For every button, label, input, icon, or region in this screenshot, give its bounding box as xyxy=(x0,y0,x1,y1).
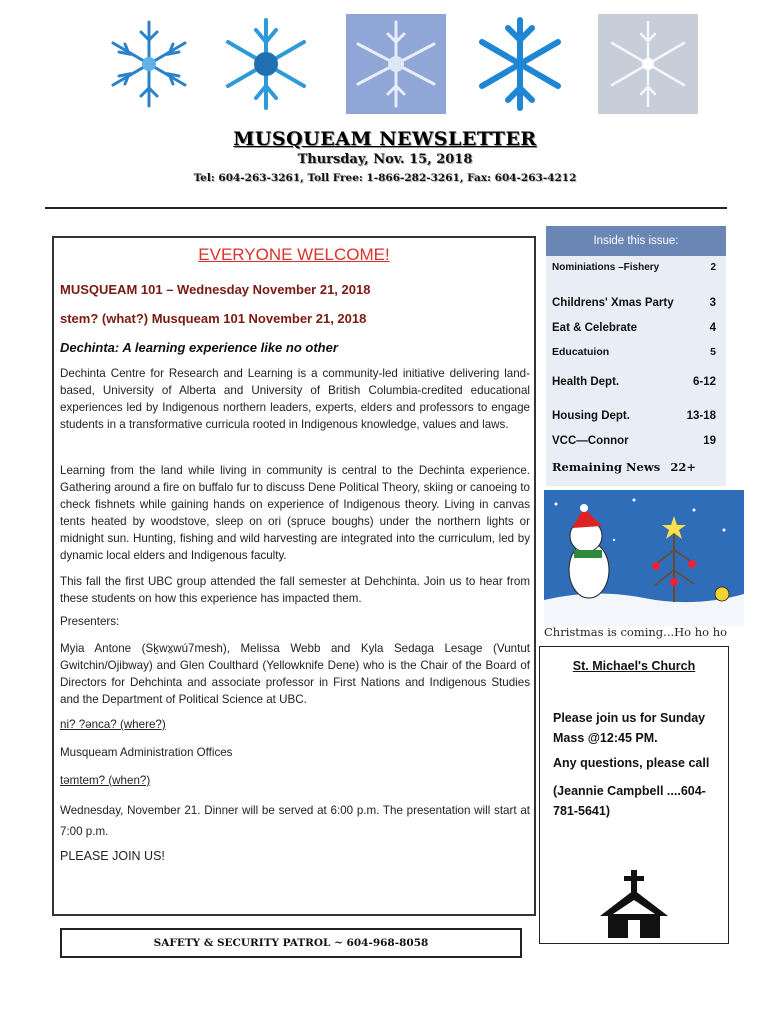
snowflake-icon xyxy=(470,14,570,114)
snowflake-icon xyxy=(216,14,316,114)
closing-text: PLEASE JOIN US! xyxy=(60,849,165,863)
contact-line: Tel: 604-263-3261, Toll Free: 1-866-282-3261, Fax: 604-263-4212 xyxy=(193,172,577,184)
presenters-text: Myia Antone (Sḵwx̱wú7mesh), Melissa Webb and Kyla Sedaga Lesage (Vuntut Gwitchin/Ojibway) and Glen Coulthard (Yellowknife Dene) who is the Chair of the Board of Directors for Dehchinta and associate professor in First Nations and Indigenous Studies and the Department of Political Science at UBC. xyxy=(60,642,530,706)
article-subhead: stem? (what?) Musqueam 101 November 21, 2018 xyxy=(60,311,367,326)
toc-item: Health Dept. 6-12 xyxy=(552,376,716,388)
article-paragraph: Dechinta Centre for Research and Learning is a community-led initiative delivering land-based, University of Alberta and University of British Columbia-credited educational experiences led by Indigenous northern leaders, experts, elders and professors to engage students in a transformative curricula rooted in Indigenous knowledge, values and laws. xyxy=(60,367,530,431)
toc-item: Childrens' Xmas Party 3 xyxy=(552,297,716,309)
toc-item: Housing Dept. 13-18 xyxy=(552,410,716,422)
church-icon xyxy=(598,870,670,940)
toc-heading: Inside this issue: xyxy=(546,226,726,256)
newsletter-title: MUSQUEAM NEWSLETTER xyxy=(233,128,537,150)
church-contact: (Jeannie Campbell ....604-781-5641) xyxy=(553,784,706,818)
article-paragraph: This fall the first UBC group attended the fall semester at Dehchinta. Join us to hear from these students on how this experience has impacted them. xyxy=(60,575,530,605)
header-divider xyxy=(45,207,727,209)
safety-patrol-box: SAFETY & SECURITY PATROL ~ 604-968-8058 xyxy=(60,928,522,958)
where-text: Musqueam Administration Offices xyxy=(60,746,233,759)
toc-item: VCC—Connor 19 xyxy=(552,435,716,447)
toc-item: Eat & Celebrate 4 xyxy=(552,322,716,334)
article-subhead: Dechinta: A learning experience like no other xyxy=(60,340,338,355)
article-paragraph: Learning from the land while living in community is central to the Dechinta experience. Gathering around a fire on buffalo fur to discuss Dene Political Theory, skiing or canoeing to check fishnets while gaining hands on experience of Indigenous theory. Living in canvas tents heated by woodstove, sleep on ori (spruce boughs) under the northern lights or midnight sun. Hunting, fishing and wild harvesting are integrated into the curriculum, led by dynamic local elders and Indigenous faculty. xyxy=(60,464,530,562)
issue-date: Thursday, Nov. 15, 2018 xyxy=(297,152,473,167)
snowflake-icon xyxy=(94,14,204,114)
toc-item: Nominiations –Fishery 2 xyxy=(552,262,716,273)
toc-panel xyxy=(546,256,726,486)
christmas-caption: Christmas is coming...Ho ho ho xyxy=(544,625,728,639)
snowflake-icon xyxy=(586,14,710,114)
when-text: Wednesday, November 21. Dinner will be served at 6:00 p.m. The presentation will start at 7:00 p.m. xyxy=(60,804,530,838)
toc-item: Educatuion 5 xyxy=(552,346,716,358)
when-label: təmtem? (when?) xyxy=(60,774,151,787)
church-title: St. Michael's Church xyxy=(572,659,696,673)
article-headline: EVERYONE WELCOME! xyxy=(198,245,390,264)
toc-item: Remaining News 22+ xyxy=(552,460,696,474)
snowflake-icon xyxy=(334,14,458,114)
church-questions: Any questions, please call xyxy=(553,756,710,770)
presenters-label: Presenters: xyxy=(60,615,120,628)
church-mass-time: Please join us for Sunday Mass @12:45 PM. xyxy=(553,711,706,745)
where-label: ni? ?ənca? (where?) xyxy=(60,718,166,731)
article-subhead: MUSQUEAM 101 – Wednesday November 21, 2018 xyxy=(60,282,371,297)
christmas-illustration xyxy=(544,490,744,626)
